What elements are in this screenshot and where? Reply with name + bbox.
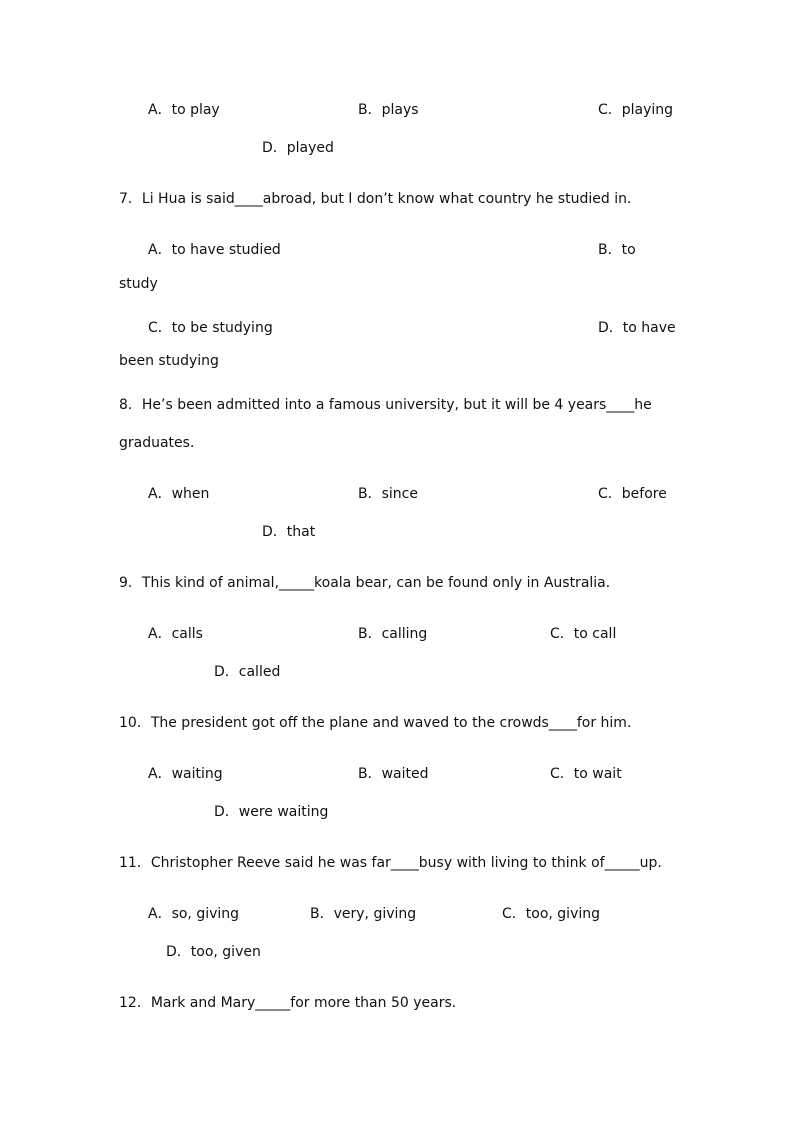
q9-stem: 9．This kind of animal,_____koala bear, can be found only in Australia．: [119, 575, 620, 591]
q11-option-a: A．so, giving: [148, 906, 240, 922]
q6-option-a: A．to play: [148, 102, 220, 118]
q7-option-a: A．to have studied: [148, 242, 281, 258]
q7-option-b: B．to: [598, 242, 636, 258]
q7-option-d: D．to have: [598, 320, 676, 336]
q8-option-c: C．before: [598, 486, 667, 502]
q8-option-d: D．that: [262, 524, 316, 540]
q12-stem: 12．Mark and Mary_____for more than 50 years．: [119, 995, 466, 1011]
q7-option-c: C．to be studying: [148, 320, 273, 336]
q10-stem: 10．The president got off the plane and waved to the crowds____for him．: [119, 715, 641, 731]
q8-stem-line1: 8．He’s been admitted into a famous university, but it will be 4 years____he: [119, 397, 652, 413]
q6-option-b: B．plays: [358, 102, 419, 118]
q11-option-b: B．very, giving: [310, 906, 417, 922]
q11-option-d: D．too, given: [166, 944, 261, 960]
q9-option-c: C．to call: [550, 626, 617, 642]
q8-option-a: A．when: [148, 486, 210, 502]
q10-option-c: C．to wait: [550, 766, 622, 782]
q9-option-a: A．calls: [148, 626, 203, 642]
q10-option-a: A．waiting: [148, 766, 223, 782]
q6-option-d: D．played: [262, 140, 334, 156]
q9-option-d: D．called: [214, 664, 281, 680]
q6-option-c: C．playing: [598, 102, 674, 118]
q7-option-b-continued: study: [119, 276, 158, 292]
q10-option-b: B．waited: [358, 766, 429, 782]
q8-option-b: B．since: [358, 486, 418, 502]
q7-stem: 7．Li Hua is said____abroad, but I don’t know what country he studied in．: [119, 191, 641, 207]
q10-option-d: D．were waiting: [214, 804, 329, 820]
q11-option-c: C．too, giving: [502, 906, 601, 922]
q11-stem: 11．Christopher Reeve said he was far____busy with living to think of_____up．: [119, 855, 672, 871]
q8-stem-line2: graduates．: [119, 435, 204, 451]
q7-option-d-continued: been studying: [119, 353, 219, 369]
q9-option-b: B．calling: [358, 626, 428, 642]
